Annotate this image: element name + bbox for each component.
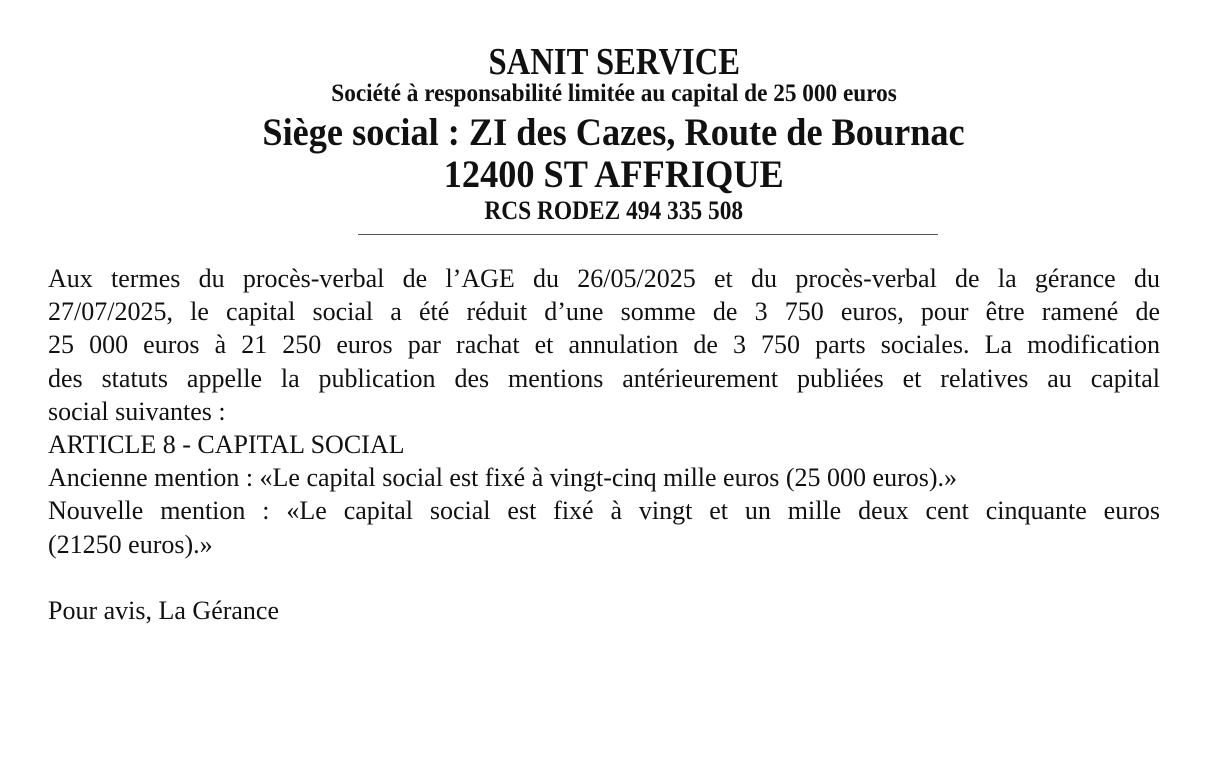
article-heading: ARTICLE 8 - CAPITAL SOCIAL: [48, 429, 405, 459]
signature: Pour avis, La Gérance: [48, 595, 280, 625]
spacer: [48, 561, 1160, 594]
legal-form: [0, 80, 1228, 108]
registered-office: [0, 110, 1228, 155]
legal-form-text: Société à responsabilité limitée au capital de 25 000 euros: [331, 80, 897, 107]
rcs-number-text: RCS RODEZ 494 335 508: [484, 196, 744, 225]
new-mention-line: Nouvelle mention : «Le capital social est fixé à vingt et un mille deux cent cinquante euros: [48, 496, 1160, 526]
old-mention: Ancienne mention : «Le capital social est fixé à vingt-cinq mille euros (25 000 euros).»: [48, 463, 958, 493]
city: [0, 152, 1228, 197]
paragraph-line: Aux termes du procès-verbal de l’AGE du 26/05/2025 et du procès-verbal de la gérance du: [48, 264, 1160, 293]
city-text: 12400 ST AFFRIQUE: [444, 153, 784, 196]
paragraph-line: 25 000 euros à 21 250 euros par rachat et annulation de 3 750 parts sociales. La modification: [48, 330, 1160, 360]
notice-body: [48, 262, 1160, 627]
paragraph-line: social suivantes :: [48, 396, 226, 426]
paragraph-line: des statuts appelle la publication des mentions antérieurement publiées et relatives au capital: [48, 363, 1160, 393]
rcs-number: [0, 196, 1228, 226]
paragraph-line: 27/07/2025, le capital social a été réduit d’une somme de 3 750 euros, pour être ramené de: [48, 297, 1160, 327]
company-name: [0, 40, 1228, 84]
registered-office-text: Siège social : ZI des Cazes, Route de Bournac: [262, 111, 966, 154]
new-mention-line: (21250 euros).»: [48, 529, 213, 559]
company-name-text: SANIT SERVICE: [488, 41, 740, 83]
header-divider: [358, 234, 938, 235]
